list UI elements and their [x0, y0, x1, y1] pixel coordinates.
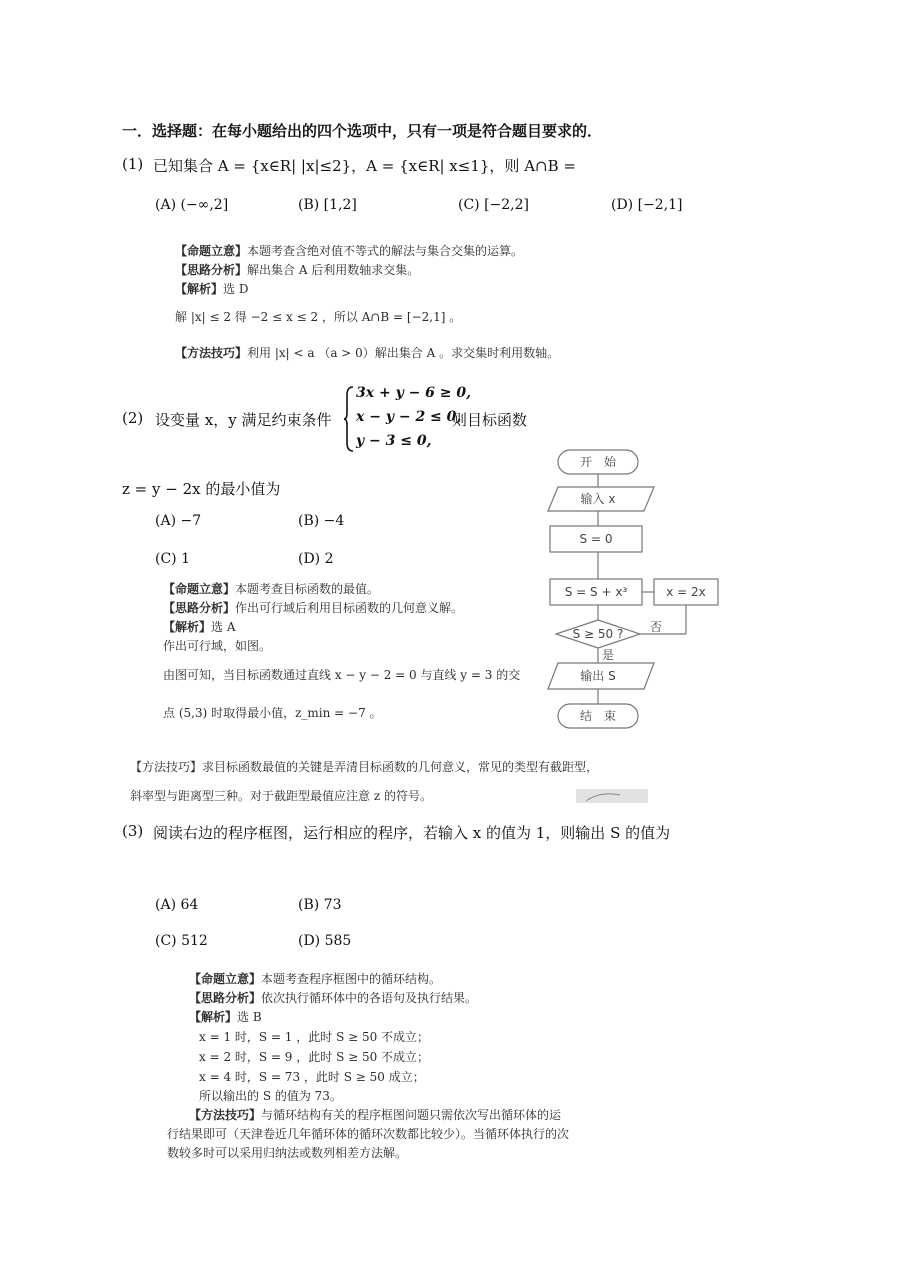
- constraint-1: 3x + y − 6 ≥ 0,: [356, 385, 472, 401]
- section-title: 一．选择题：在每小题给出的四个选项中，只有一项是符合题目要求的．: [122, 122, 603, 140]
- flow-init-label: S = 0: [579, 532, 613, 546]
- analysis-tag: 【方法技巧】: [189, 1108, 262, 1122]
- analysis-text: 本题考查程序框图中的循环结构。: [261, 972, 442, 986]
- q3-method-line1: [189, 1106, 561, 1125]
- q2-number: (2): [122, 409, 144, 427]
- q1-stem: 已知集合 A = {x∈R| |x|≤2}，A = {x∈R| x≤1}，则 A∩B =: [153, 157, 576, 175]
- q1-option-b: (B) [1,2]: [298, 197, 357, 213]
- q2-method-line1: 【方法技巧】求目标函数最值的关键是弄清目标函数的几何意义，常见的类型有截距型，: [130, 760, 599, 774]
- q2-option-a: (A) −7: [155, 513, 202, 529]
- q2-stem-before: 设变量 x，y 满足约束条件: [155, 411, 332, 429]
- q2-option-c: (C) 1: [155, 551, 190, 567]
- constraint-3: y − 3 ≤ 0,: [356, 433, 432, 449]
- analysis-tag: 【思路分析】: [189, 991, 262, 1005]
- analysis-text: 与循环结构有关的程序框图问题只需依次写出循环体的运: [261, 1108, 562, 1122]
- q1-analysis-idea: [175, 261, 419, 280]
- q2-stem-line2: z = y − 2x 的最小值为: [122, 480, 281, 498]
- q2-analysis-line4: 作出可行域，如图。: [163, 639, 272, 653]
- q3-stem: 阅读右边的程序框图，运行相应的程序，若输入 x 的值为 1，则输出 S 的值为: [153, 824, 671, 842]
- analysis-tag: 【思路分析】: [163, 601, 236, 615]
- q1-analysis-method: [175, 344, 559, 363]
- analysis-tag: 【解析】: [189, 1010, 238, 1024]
- q3-analysis-idea: [189, 989, 477, 1008]
- q3-method-line3: 数较多时可以采用归纳法或数列相差方法解。: [167, 1146, 408, 1160]
- analysis-text: 选 B: [237, 1010, 262, 1024]
- q3-option-b: (B) 73: [298, 897, 342, 913]
- flow-no-label: 否: [650, 620, 663, 634]
- analysis-tag: 【命题立意】: [175, 244, 248, 258]
- q3-analysis-step1: x = 1 时，S = 1 ，此时 S ≥ 50 不成立；: [199, 1030, 430, 1044]
- analysis-tag: 【方法技巧】: [175, 346, 248, 360]
- q1-number: (1): [122, 155, 144, 173]
- q3-number: (3): [122, 822, 144, 840]
- flow-double-label: x = 2x: [666, 585, 706, 599]
- flow-start-label: 开 始: [579, 455, 617, 469]
- q3-analysis-intent: [189, 970, 441, 989]
- analysis-text: 选 D: [223, 282, 249, 296]
- q3-analysis-answer: [189, 1008, 262, 1027]
- q2-analysis-line5: 由图可知，当目标函数通过直线 x − y − 2 = 0 与直线 y = 3 的交: [163, 668, 521, 682]
- analysis-tag: 【命题立意】: [163, 582, 236, 596]
- q1-analysis-intent: [175, 242, 523, 261]
- analysis-text: 本题考查目标函数的最值。: [235, 582, 380, 596]
- q2-analysis-intent: [163, 580, 379, 599]
- analysis-text: 本题考查含绝对值不等式的解法与集合交集的运算。: [247, 244, 524, 258]
- analysis-text: 选 A: [211, 620, 236, 634]
- q1-option-a: (A) (−∞,2]: [155, 197, 229, 213]
- q3-option-c: (C) 512: [155, 933, 208, 949]
- flowchart: [540, 445, 730, 805]
- flow-decision-label: S ≥ 50 ?: [572, 627, 624, 641]
- flow-update-label: S = S + x³: [564, 585, 628, 599]
- flow-output-label: 输出 S: [580, 669, 616, 683]
- q2-analysis-answer: [163, 618, 236, 637]
- constraint-2: x − y − 2 ≤ 0,: [356, 409, 462, 425]
- q2-analysis-line6: 点 (5,3) 时取得最小值，z_min = −7 。: [163, 706, 382, 720]
- analysis-tag: 【命题立意】: [189, 972, 262, 986]
- q3-analysis-result: 所以输出的 S 的值为 73。: [199, 1089, 342, 1103]
- q2-option-b: (B) −4: [298, 513, 345, 529]
- q1-analysis-solution: 解 |x| ≤ 2 得 −2 ≤ x ≤ 2 ，所以 A∩B = [−2,1] 。: [175, 310, 462, 324]
- q3-option-d: (D) 585: [298, 933, 352, 949]
- analysis-text: 作出可行域后利用目标函数的几何意义解。: [235, 601, 464, 615]
- q2-analysis-idea: [163, 599, 463, 618]
- q2-option-d: (D) 2: [298, 551, 334, 567]
- flow-end-label: 结 束: [579, 709, 617, 723]
- analysis-tag: 【思路分析】: [175, 263, 248, 277]
- analysis-tag: 【解析】: [163, 620, 212, 634]
- flow-input-label: 输入 x: [580, 492, 616, 506]
- q1-option-c: (C) [−2,2]: [458, 197, 530, 213]
- analysis-text: 解出集合 A 后利用数轴求交集。: [247, 263, 420, 277]
- analysis-text: 利用 |x| < a （a > 0）解出集合 A 。求交集时利用数轴。: [247, 346, 560, 360]
- q3-analysis-step3: x = 4 时，S = 73 ，此时 S ≥ 50 成立；: [199, 1070, 425, 1084]
- q1-analysis-answer: [175, 280, 248, 299]
- q3-option-a: (A) 64: [155, 897, 199, 913]
- analysis-text: 依次执行循环体中的各语句及执行结果。: [261, 991, 478, 1005]
- q2-stem-after: 则目标函数: [452, 411, 528, 429]
- brace-icon: [343, 385, 355, 453]
- analysis-tag: 【解析】: [175, 282, 224, 296]
- q2-method-line2: 斜率型与距离型三种。对于截距型最值应注意 z 的符号。: [130, 789, 432, 803]
- q3-method-line2: 行结果即可（天津卷近几年循环体的循环次数都比较少）。当循环体执行的次: [167, 1127, 570, 1141]
- q3-analysis-step2: x = 2 时，S = 9 ，此时 S ≥ 50 不成立；: [199, 1050, 430, 1064]
- flow-yes-label: 是: [602, 648, 615, 662]
- q1-option-d: (D) [−2,1]: [611, 197, 683, 213]
